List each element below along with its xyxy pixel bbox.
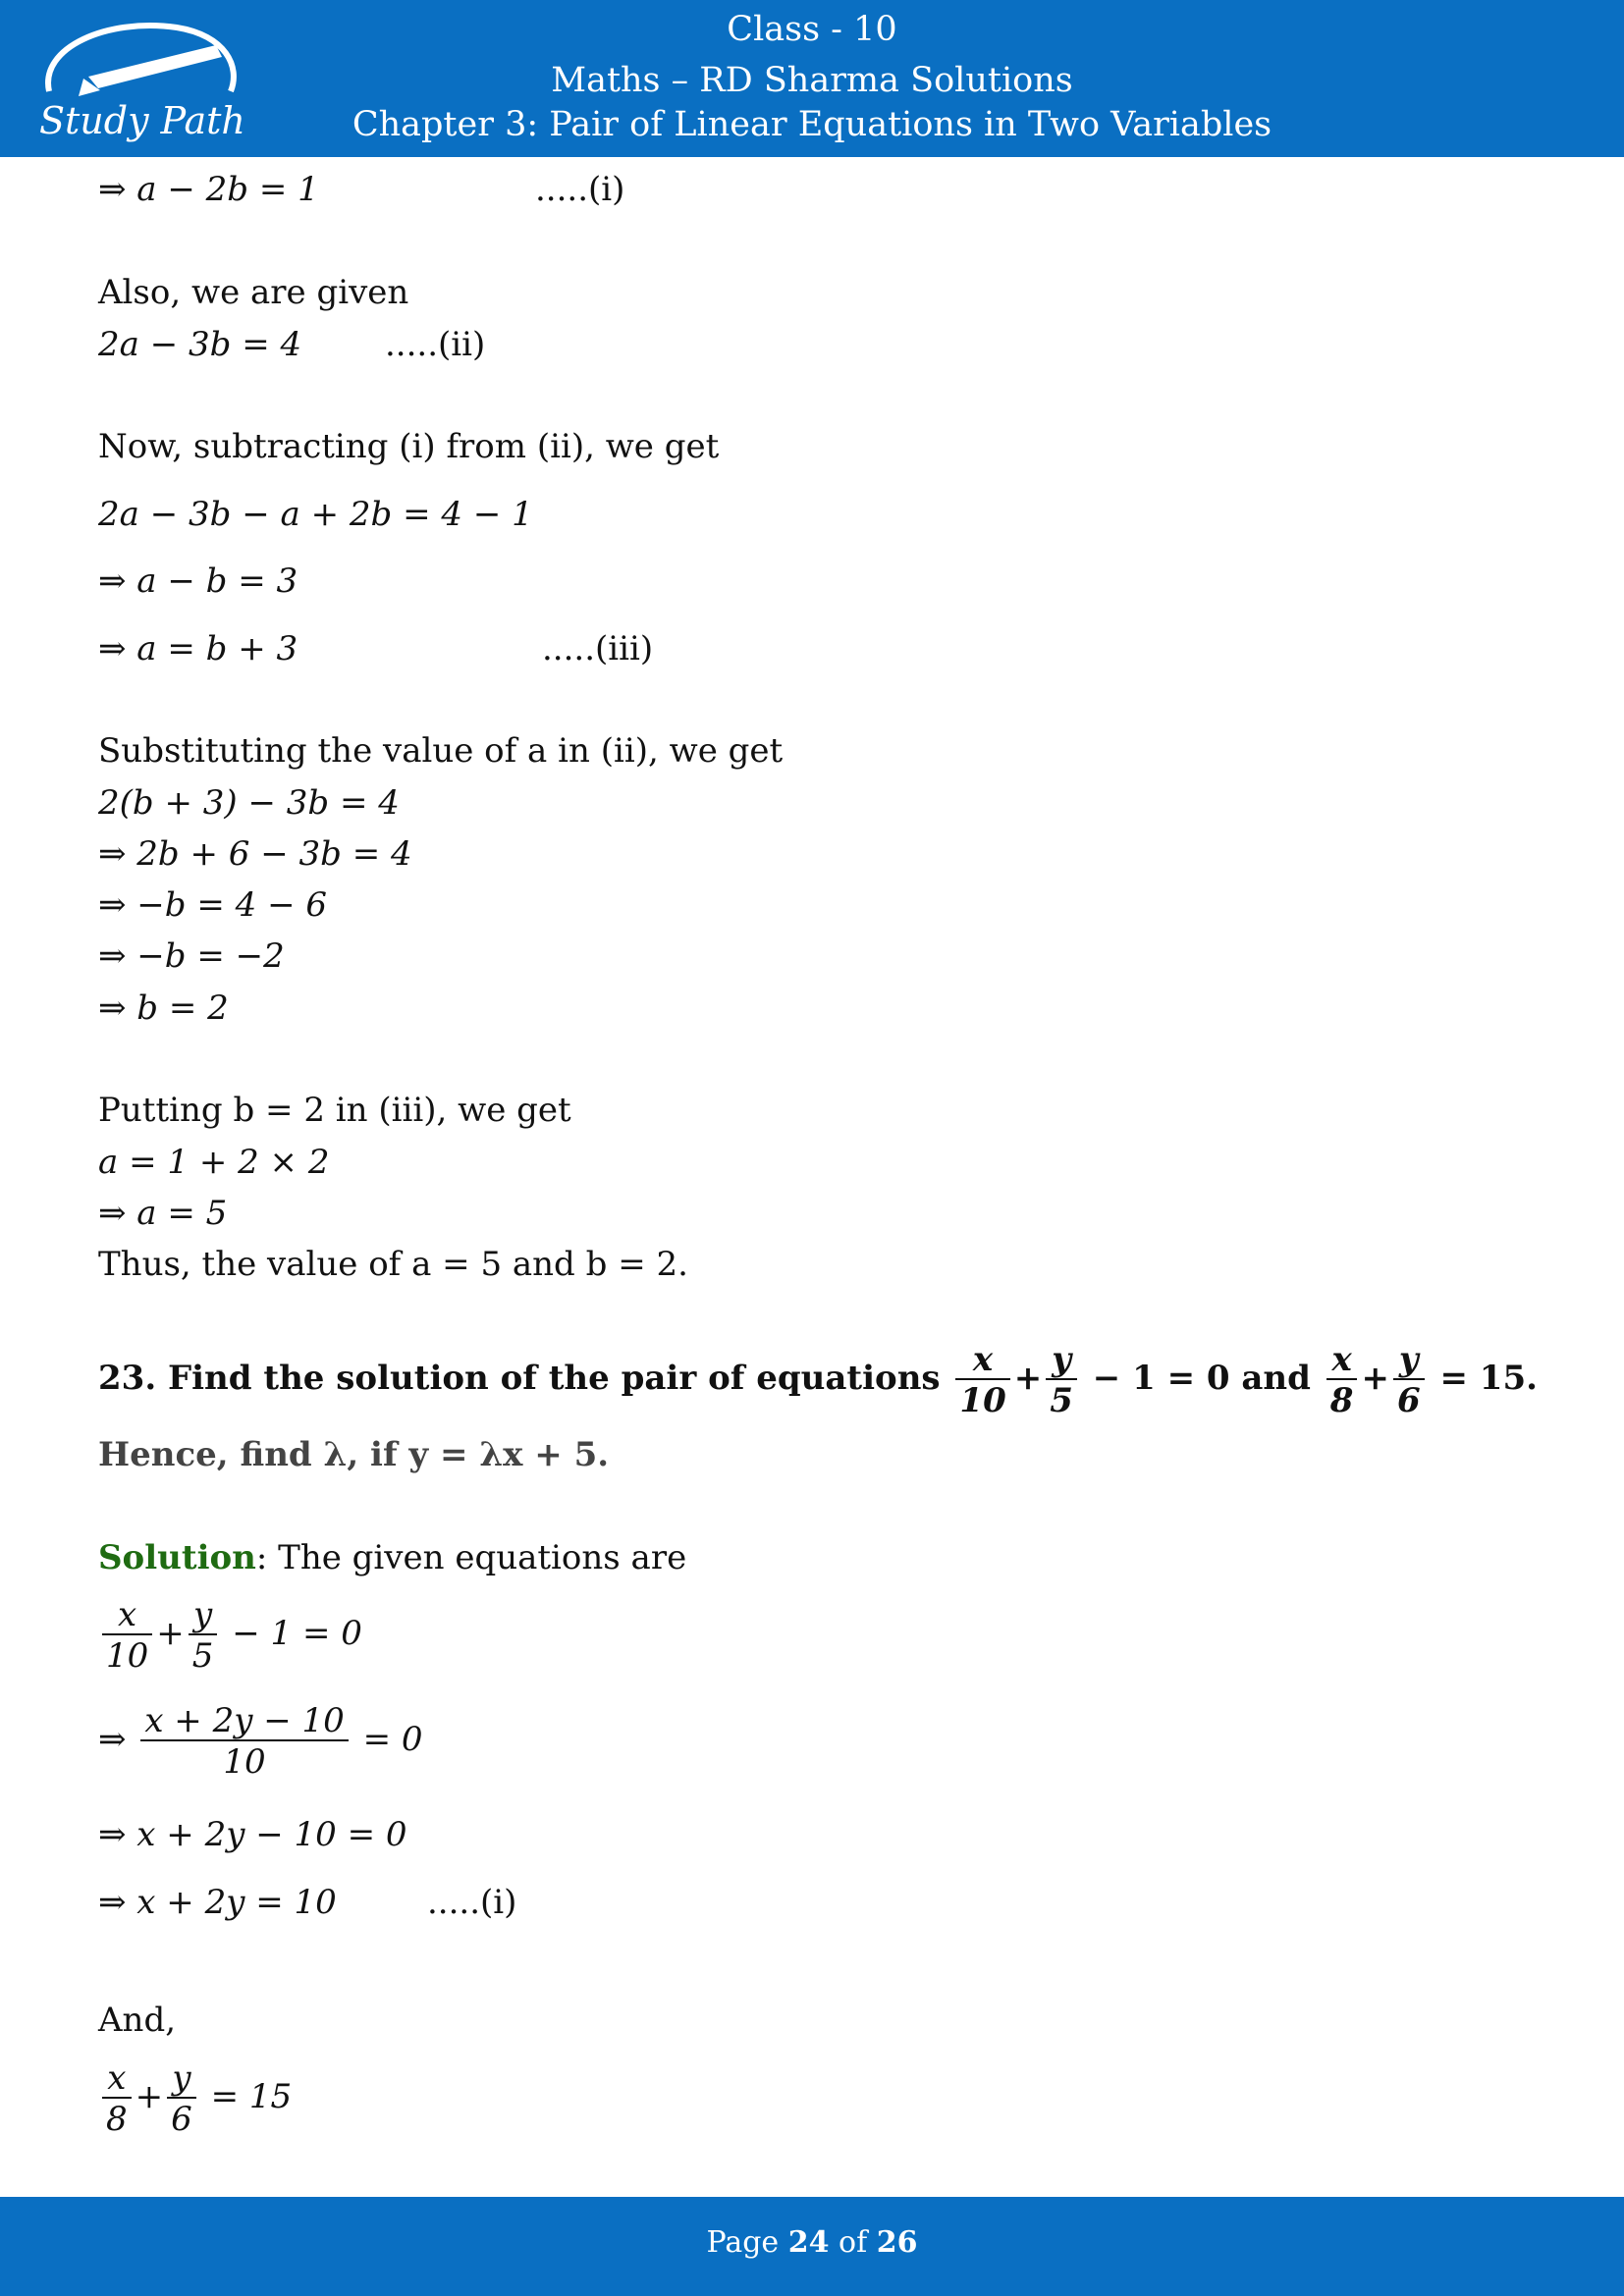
question-23-line2: Hence, find λ, if y = λx + 5. <box>98 1435 610 1474</box>
equation-line: ⇒ $\frac{x + 2y - 10}{10}$ = 0 <box>98 1701 423 1782</box>
text-line: Now, subtracting (i) from (ii), we get <box>98 427 720 466</box>
equation-line: 2a − 3b − a + 2b = 4 − 1 <box>98 495 533 534</box>
equation-line: ⇒ −b = −2 <box>98 936 285 976</box>
page-word: Page <box>706 2225 780 2260</box>
equation-line: $\frac{x}{10}$ + $\frac{y}{5}$ − 1 = 0 <box>98 1598 362 1673</box>
equation-line: 2a − 3b = 4 .....(ii) <box>98 325 486 364</box>
equation-line: ⇒ x + 2y − 10 = 0 <box>98 1815 407 1854</box>
header-class: Class - 10 <box>727 10 897 49</box>
question-23: 23. Find the solution of the pair of equations $\frac{x}{10}$ + $\frac{y}{5}$ − 1 = 0 and $\frac{x}{8}$ + $\frac{y}{6}$ = 15. <box>98 1340 1538 1420</box>
text-line: Substituting the value of a in (ii), we get <box>98 731 784 771</box>
of-word: of <box>839 2225 868 2260</box>
header-chapter: Chapter 3: Pair of Linear Equations in Two Variables <box>352 105 1272 144</box>
text-line: Thus, the value of a = 5 and b = 2. <box>98 1245 688 1284</box>
equation-line: ⇒ a = b + 3 .....(iii) <box>98 629 654 668</box>
equation-line: ⇒ b = 2 <box>98 988 229 1028</box>
equation-line: ⇒ a − b = 3 <box>98 561 298 601</box>
equation-line: a = 1 + 2 × 2 <box>98 1143 330 1182</box>
equation-line: ⇒ x + 2y = 10 .....(i) <box>98 1883 517 1922</box>
svg-text:Study Path: Study Path <box>39 99 245 142</box>
equation-line: ⇒ a = 5 <box>98 1194 228 1233</box>
solution-heading: Solution: The given equations are <box>98 1538 687 1577</box>
header-subject: Maths – RD Sharma Solutions <box>551 61 1073 100</box>
text-line: Putting b = 2 in (iii), we get <box>98 1091 571 1130</box>
equation-line: ⇒ −b = 4 − 6 <box>98 885 328 925</box>
equation-line: ⇒ 2b + 6 − 3b = 4 <box>98 834 412 874</box>
page-total: 26 <box>876 2225 918 2260</box>
text-line: Also, we are given <box>98 273 409 312</box>
equation-line: ⇒ a − 2b = 1 .....(i) <box>98 170 625 209</box>
page-current: 24 <box>787 2225 830 2260</box>
equation-line: $\frac{x}{8}$ + $\frac{y}{6}$ = 15 <box>98 2061 292 2136</box>
text-line: And, <box>98 2001 177 2040</box>
equation-line: 2(b + 3) − 3b = 4 <box>98 783 400 823</box>
page-footer <box>0 2197 1624 2296</box>
